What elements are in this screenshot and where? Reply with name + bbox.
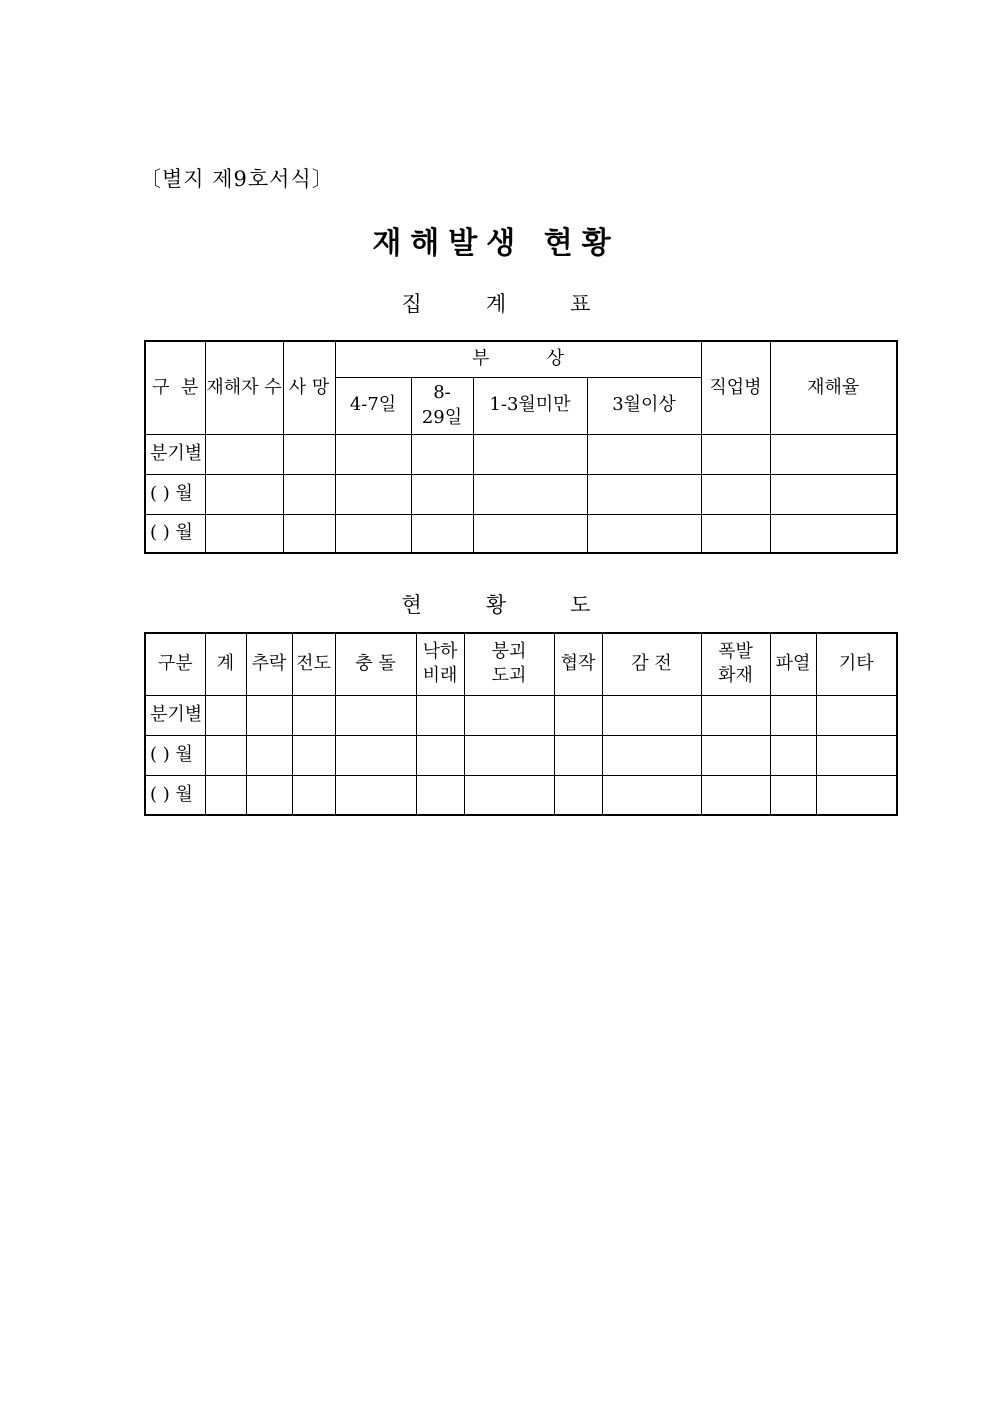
header-electric-shock: 감 전 — [602, 633, 701, 695]
table-cell[interactable] — [816, 735, 897, 775]
table-cell[interactable] — [411, 514, 473, 553]
header-collapse — [464, 633, 554, 695]
row-label-quarter: 분기별 — [145, 434, 205, 474]
summary-table-title — [0, 288, 992, 318]
header-victims: 재해자 수 — [205, 341, 283, 434]
header-collision: 충 돌 — [335, 633, 416, 695]
table-cell[interactable] — [464, 775, 554, 815]
table-cell[interactable] — [587, 434, 701, 474]
header-explosion-fire — [701, 633, 770, 695]
form-number-label: 〔별지 제9호서식〕 — [140, 167, 334, 191]
table-cell[interactable] — [411, 474, 473, 514]
table-cell[interactable] — [335, 474, 411, 514]
header-injury: 부 상 — [335, 341, 701, 377]
table-cell[interactable] — [701, 474, 770, 514]
header-other: 기타 — [816, 633, 897, 695]
header-explosion-line1: 폭발 — [718, 640, 753, 662]
table-cell[interactable] — [205, 434, 283, 474]
status-table — [144, 632, 898, 816]
row-label-month: ( ) 월 — [145, 775, 205, 815]
table-cell[interactable] — [587, 514, 701, 553]
table-cell[interactable] — [701, 695, 770, 735]
table-cell[interactable] — [283, 514, 335, 553]
table-cell[interactable] — [473, 434, 587, 474]
table-cell[interactable] — [473, 474, 587, 514]
table-cell[interactable] — [205, 474, 283, 514]
table-cell[interactable] — [205, 514, 283, 553]
page-title: 재해발생 현황 — [372, 226, 620, 261]
table-cell[interactable] — [246, 775, 292, 815]
status-table-title — [0, 589, 992, 619]
header-fall: 추락 — [246, 633, 292, 695]
table-cell[interactable] — [246, 735, 292, 775]
header-injury-3m-plus: 3월이상 — [587, 377, 701, 434]
table-cell[interactable] — [292, 775, 335, 815]
table-cell[interactable] — [554, 695, 602, 735]
table-cell[interactable] — [816, 695, 897, 735]
table-cell[interactable] — [205, 735, 246, 775]
table-cell[interactable] — [464, 695, 554, 735]
table-cell[interactable] — [464, 735, 554, 775]
row-label-quarter: 분기별 — [145, 695, 205, 735]
table-cell[interactable] — [602, 695, 701, 735]
header-falling-object-line1: 낙하 — [422, 640, 458, 662]
table-cell[interactable] — [554, 735, 602, 775]
header-category: 구 분 — [145, 341, 205, 434]
table-cell[interactable] — [416, 775, 464, 815]
header-falling-object — [416, 633, 464, 695]
header-collapse-line2: 도괴 — [491, 665, 527, 687]
header-occupational-disease: 직업병 — [701, 341, 770, 434]
table-cell[interactable] — [587, 474, 701, 514]
table-cell[interactable] — [701, 735, 770, 775]
status-title-char: 황 — [485, 593, 507, 617]
header-death: 사 망 — [283, 341, 335, 434]
header-category: 구분 — [145, 633, 205, 695]
summary-title-char: 집 — [401, 292, 422, 316]
row-label-month: ( ) 월 — [145, 514, 205, 553]
table-cell[interactable] — [770, 695, 816, 735]
table-cell[interactable] — [246, 695, 292, 735]
table-cell[interactable] — [770, 775, 816, 815]
header-caught: 협작 — [554, 633, 602, 695]
table-cell[interactable] — [335, 695, 416, 735]
table-cell[interactable] — [205, 775, 246, 815]
table-cell[interactable] — [335, 775, 416, 815]
header-total: 계 — [205, 633, 246, 695]
header-injury-4-7: 4-7일 — [335, 377, 411, 434]
table-cell[interactable] — [335, 735, 416, 775]
table-cell[interactable] — [335, 434, 411, 474]
table-cell[interactable] — [283, 434, 335, 474]
table-cell[interactable] — [416, 695, 464, 735]
table-cell[interactable] — [416, 735, 464, 775]
summary-title-char: 표 — [570, 292, 591, 316]
table-cell[interactable] — [292, 695, 335, 735]
table-cell[interactable] — [335, 514, 411, 553]
table-cell[interactable] — [770, 735, 816, 775]
table-cell[interactable] — [770, 434, 897, 474]
table-cell[interactable] — [701, 434, 770, 474]
header-falling-object-line2: 비래 — [422, 665, 458, 687]
table-cell[interactable] — [473, 514, 587, 553]
header-rupture: 파열 — [770, 633, 816, 695]
header-topple: 전도 — [292, 633, 335, 695]
table-cell[interactable] — [701, 514, 770, 553]
table-cell[interactable] — [602, 775, 701, 815]
table-cell[interactable] — [205, 695, 246, 735]
table-cell[interactable] — [602, 735, 701, 775]
row-label-month: ( ) 월 — [145, 474, 205, 514]
summary-title-char: 계 — [485, 292, 507, 316]
header-injury-8-29 — [411, 377, 473, 434]
table-cell[interactable] — [770, 514, 897, 553]
row-label-month: ( ) 월 — [145, 735, 205, 775]
table-cell[interactable] — [411, 434, 473, 474]
header-explosion-line2: 화재 — [718, 665, 753, 687]
table-cell[interactable] — [770, 474, 897, 514]
table-cell[interactable] — [292, 735, 335, 775]
table-cell[interactable] — [701, 775, 770, 815]
status-title-char: 현 — [401, 593, 422, 617]
summary-table — [144, 340, 898, 554]
header-accident-rate: 재해율 — [770, 341, 897, 434]
header-injury-8-29-line1: 8- — [433, 382, 451, 404]
table-cell[interactable] — [554, 775, 602, 815]
header-injury-1-3m: 1-3월미만 — [473, 377, 587, 434]
table-cell[interactable] — [283, 474, 335, 514]
header-collapse-line1: 붕괴 — [491, 640, 527, 662]
status-title-char: 도 — [570, 593, 591, 617]
header-injury-8-29-line2: 29일 — [421, 406, 463, 428]
table-cell[interactable] — [816, 775, 897, 815]
